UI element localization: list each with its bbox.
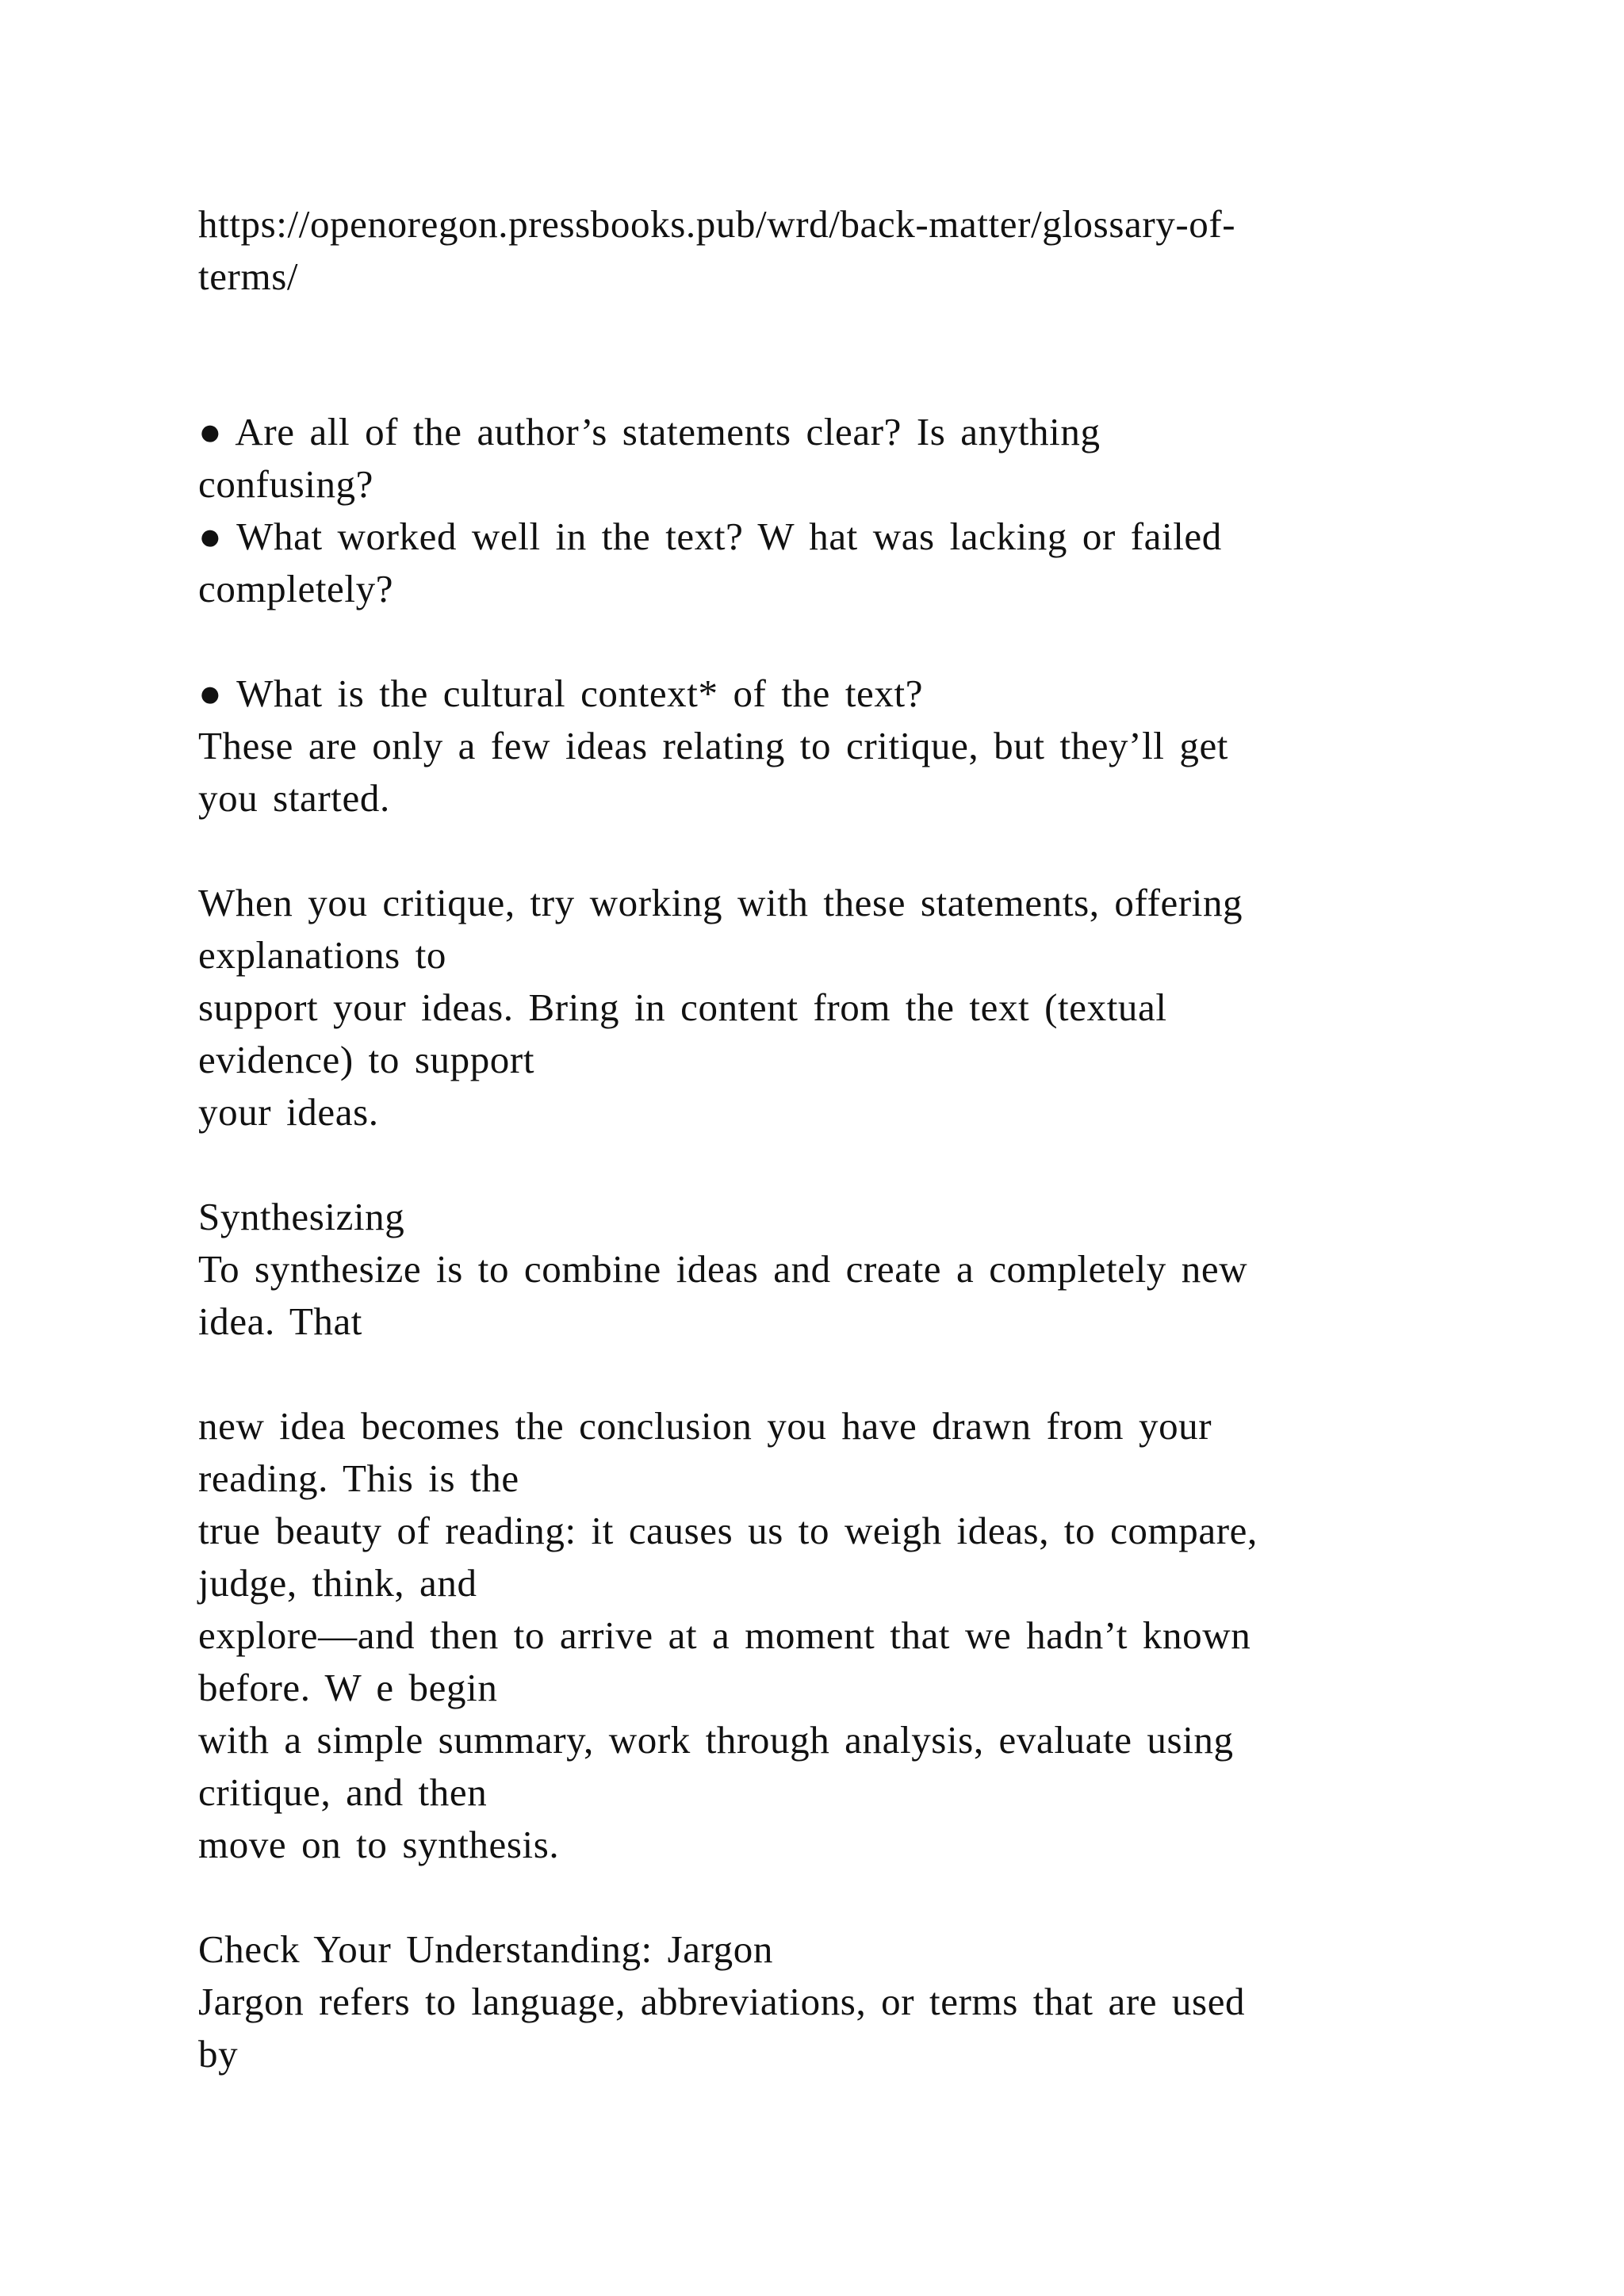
paragraph-line: your ideas. xyxy=(198,1090,379,1134)
paragraph-line: you started. xyxy=(198,776,390,820)
paragraph-line: idea. That xyxy=(198,1299,363,1343)
paragraph-line: When you critique, try working with these statements, offering xyxy=(198,881,1243,924)
paragraph-line: Jargon refers to language, abbreviations, or terms that are used xyxy=(198,1980,1246,2023)
paragraph-line: explanations to xyxy=(198,933,447,977)
paragraph-line: before. W e begin xyxy=(198,1666,498,1709)
bullet-item: ● Are all of the author’s statements clear? Is anything xyxy=(198,410,1101,453)
paragraph-line: true beauty of reading: it causes us to weigh ideas, to compare, xyxy=(198,1509,1258,1552)
bullet-item-continuation: completely? xyxy=(198,567,394,610)
paragraph-line: move on to synthesis. xyxy=(198,1823,560,1866)
paragraph-line: To synthesize is to combine ideas and create a completely new xyxy=(198,1247,1248,1291)
section-heading-synthesizing: Synthesizing xyxy=(198,1195,405,1238)
section-heading-jargon: Check Your Understanding: Jargon xyxy=(198,1927,773,1971)
paragraph-line: reading. This is the xyxy=(198,1456,519,1500)
paragraph-line: judge, think, and xyxy=(198,1561,477,1605)
bullet-item-continuation: confusing? xyxy=(198,462,373,506)
paragraph-line: evidence) to support xyxy=(198,1038,535,1081)
bullet-item: ● What is the cultural context* of the text? xyxy=(198,672,924,715)
bullet-item: ● What worked well in the text? W hat was lacking or failed xyxy=(198,515,1222,558)
paragraph-line: new idea becomes the conclusion you have drawn from your xyxy=(198,1404,1212,1448)
paragraph-line: by xyxy=(198,2032,239,2076)
paragraph-line: critique, and then xyxy=(198,1770,488,1814)
paragraph-line: with a simple summary, work through analysis, evaluate using xyxy=(198,1718,1234,1762)
paragraph-line: support your ideas. Bring in content from the text (textual xyxy=(198,985,1167,1029)
paragraph-line: These are only a few ideas relating to critique, but they’ll get xyxy=(198,724,1229,767)
url-line-1: https://openoregon.pressbooks.pub/wrd/back-matter/glossary-of- xyxy=(198,202,1236,246)
paragraph-line: explore—and then to arrive at a moment that we hadn’t known xyxy=(198,1613,1251,1657)
url-line-2: terms/ xyxy=(198,254,299,298)
